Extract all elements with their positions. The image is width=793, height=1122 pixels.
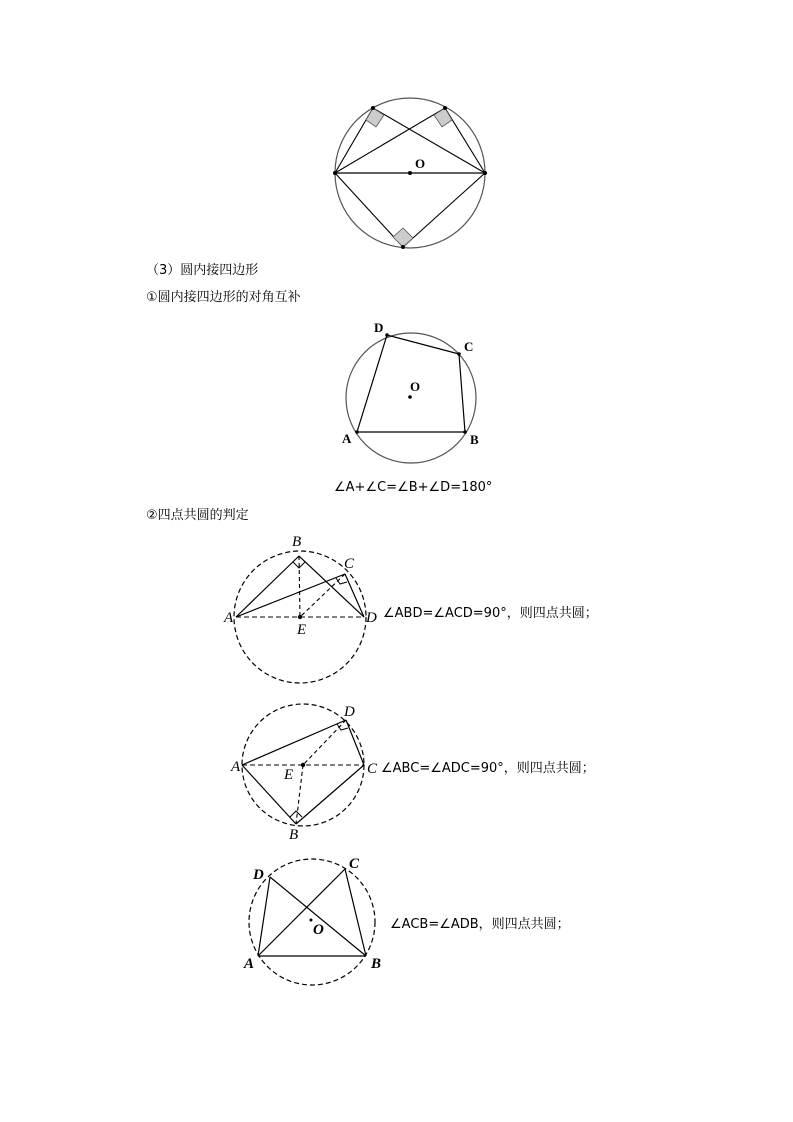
point (371, 106, 375, 110)
right-angle-marker (393, 228, 413, 247)
point (443, 106, 447, 110)
point-A (355, 430, 359, 434)
segment-AC (258, 869, 345, 956)
case1-statement: ∠ABD=∠ACD=90°，则四点共圆； (383, 606, 598, 621)
segment-AD (242, 720, 346, 765)
dashed-circle (249, 859, 375, 985)
right-angle-marker (336, 578, 347, 584)
segment-DB (270, 877, 366, 956)
item2-heading: ②四点共圆的判定 (146, 508, 249, 523)
figure-case2 (230, 700, 380, 835)
segment-AC (236, 574, 345, 617)
label-A: A (224, 610, 234, 626)
point (401, 245, 405, 249)
point (333, 171, 337, 175)
point-B (463, 430, 467, 434)
point-D (385, 333, 389, 337)
segment-BE (299, 556, 300, 617)
segment-BC (296, 765, 364, 824)
label-A: A (342, 431, 352, 446)
label-B: B (289, 827, 299, 843)
label-B: B (371, 956, 382, 972)
label-A: A (231, 759, 241, 775)
center-point (408, 171, 412, 175)
section-heading: （3）圆内接四边形 (146, 263, 259, 278)
point-C (457, 352, 461, 356)
chord-left-triangle (335, 108, 485, 173)
segment-DE (303, 720, 346, 765)
label-B: B (470, 432, 479, 447)
case2-statement: ∠ABC=∠ADC=90°，则四点共圆； (381, 761, 595, 776)
label-E: E (297, 622, 307, 638)
label-O: O (410, 379, 421, 394)
right-angle-marker (337, 724, 348, 730)
segment-CE (300, 574, 345, 617)
item1-caption: ∠A+∠C=∠B+∠D=180° (334, 480, 493, 495)
case3-statement: ∠ACB=∠ADB，则四点共圆； (390, 917, 570, 932)
segment-BC (345, 869, 366, 956)
label-B: B (292, 534, 302, 550)
chord-right-triangle (335, 108, 485, 173)
label-C: C (349, 856, 360, 872)
segment-AD (258, 877, 270, 956)
label-D: D (374, 320, 384, 335)
center-point (408, 395, 412, 399)
point (483, 171, 487, 175)
point-E (301, 763, 305, 767)
segment-CD (345, 574, 364, 617)
label-C: C (367, 761, 378, 777)
label-C: C (464, 339, 474, 354)
point-E (298, 615, 302, 619)
label-D: D (344, 704, 355, 720)
figure-cyclic-quadrilateral (340, 325, 480, 470)
label-E: E (284, 767, 294, 783)
label-D: D (253, 867, 264, 883)
segment-BD (299, 556, 364, 617)
label-O: O (313, 922, 324, 938)
right-angle-marker (290, 811, 302, 817)
label-A: A (244, 956, 255, 972)
segment-AB (236, 556, 299, 617)
figure-diameter-right-angles (320, 90, 500, 255)
figure-case1 (230, 545, 380, 695)
label-D: D (366, 610, 377, 626)
right-angle-marker (434, 108, 452, 127)
label-C: C (344, 556, 355, 572)
label-O: O (415, 156, 426, 171)
item1-heading: ①圆内接四边形的对角互补 (146, 290, 301, 305)
segment-DC (346, 720, 364, 765)
